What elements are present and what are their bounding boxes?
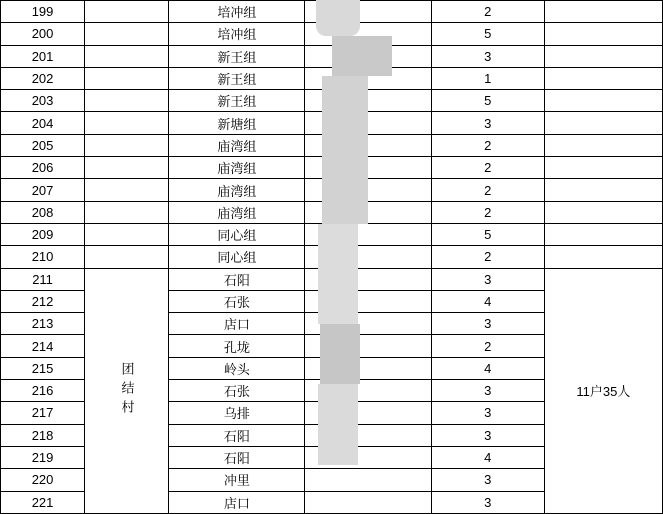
cell-group: 新王组 (169, 45, 305, 67)
cell-redacted (305, 313, 431, 335)
cell-redacted (305, 179, 431, 201)
cell-group: 培冲组 (169, 23, 305, 45)
cell-village (85, 157, 169, 179)
cell-total (544, 246, 662, 268)
cell-redacted (305, 469, 431, 491)
cell-count: 3 (431, 313, 544, 335)
cell-redacted (305, 380, 431, 402)
cell-number: 215 (1, 357, 85, 379)
cell-redacted (305, 491, 431, 513)
cell-number: 209 (1, 223, 85, 245)
cell-village (85, 23, 169, 45)
cell-count: 4 (431, 446, 544, 468)
cell-group: 庙湾组 (169, 157, 305, 179)
village-label: 团结村 (119, 362, 135, 420)
cell-group: 新王组 (169, 67, 305, 89)
cell-number: 208 (1, 201, 85, 223)
cell-redacted (305, 23, 431, 45)
table-row (1, 112, 663, 134)
cell-count: 3 (431, 45, 544, 67)
table-row (1, 23, 663, 45)
cell-group: 庙湾组 (169, 201, 305, 223)
cell-village (85, 201, 169, 223)
cell-redacted (305, 424, 431, 446)
cell-redacted (305, 1, 431, 23)
cell-group: 石阳 (169, 446, 305, 468)
cell-count: 2 (431, 1, 544, 23)
table-row (1, 90, 663, 112)
cell-redacted (305, 157, 431, 179)
cell-number: 211 (1, 268, 85, 290)
table-row (1, 45, 663, 67)
cell-count: 2 (431, 179, 544, 201)
cell-redacted (305, 268, 431, 290)
cell-number: 221 (1, 491, 85, 513)
cell-count: 2 (431, 246, 544, 268)
table-row (1, 246, 663, 268)
cell-number: 205 (1, 134, 85, 156)
cell-total (544, 112, 662, 134)
cell-village-merged (85, 268, 169, 513)
cell-total (544, 223, 662, 245)
cell-number: 202 (1, 67, 85, 89)
cell-group: 庙湾组 (169, 134, 305, 156)
cell-number: 203 (1, 90, 85, 112)
cell-count: 5 (431, 23, 544, 45)
cell-group: 新塘组 (169, 112, 305, 134)
cell-group: 同心组 (169, 223, 305, 245)
cell-village (85, 90, 169, 112)
cell-number: 213 (1, 313, 85, 335)
cell-number: 206 (1, 157, 85, 179)
cell-number: 218 (1, 424, 85, 446)
cell-total (544, 23, 662, 45)
table-row (1, 134, 663, 156)
cell-total (544, 67, 662, 89)
cell-village (85, 179, 169, 201)
cell-count: 3 (431, 402, 544, 424)
table-row (1, 157, 663, 179)
cell-group: 孔垅 (169, 335, 305, 357)
cell-count: 2 (431, 157, 544, 179)
cell-village (85, 1, 169, 23)
table-row (1, 179, 663, 201)
cell-count: 3 (431, 112, 544, 134)
cell-total (544, 201, 662, 223)
cell-total (544, 90, 662, 112)
cell-count: 3 (431, 424, 544, 446)
cell-group: 同心组 (169, 246, 305, 268)
cell-village (85, 246, 169, 268)
cell-count: 5 (431, 223, 544, 245)
cell-total (544, 1, 662, 23)
cell-group: 石阳 (169, 424, 305, 446)
cell-count: 2 (431, 335, 544, 357)
cell-number: 207 (1, 179, 85, 201)
cell-number: 212 (1, 290, 85, 312)
cell-group: 培冲组 (169, 1, 305, 23)
cell-redacted (305, 90, 431, 112)
cell-count: 5 (431, 90, 544, 112)
cell-total (544, 134, 662, 156)
table-row (1, 268, 663, 290)
cell-redacted (305, 201, 431, 223)
cell-group: 店口 (169, 313, 305, 335)
cell-village (85, 45, 169, 67)
cell-redacted (305, 357, 431, 379)
cell-redacted (305, 112, 431, 134)
cell-redacted (305, 290, 431, 312)
cell-total-merged: 11户35人 (544, 268, 662, 513)
cell-number: 217 (1, 402, 85, 424)
table-row (1, 201, 663, 223)
cell-village (85, 67, 169, 89)
cell-group: 新王组 (169, 90, 305, 112)
table-row (1, 223, 663, 245)
cell-count: 3 (431, 491, 544, 513)
cell-number: 220 (1, 469, 85, 491)
cell-group: 乌排 (169, 402, 305, 424)
cell-village (85, 134, 169, 156)
table-row (1, 1, 663, 23)
cell-number: 204 (1, 112, 85, 134)
cell-group: 店口 (169, 491, 305, 513)
cell-redacted (305, 335, 431, 357)
cell-number: 199 (1, 1, 85, 23)
cell-redacted (305, 402, 431, 424)
cell-total (544, 179, 662, 201)
cell-number: 200 (1, 23, 85, 45)
cell-count: 3 (431, 469, 544, 491)
cell-count: 4 (431, 357, 544, 379)
cell-redacted (305, 223, 431, 245)
cell-redacted (305, 246, 431, 268)
cell-redacted (305, 446, 431, 468)
cell-count: 1 (431, 67, 544, 89)
cell-number: 219 (1, 446, 85, 468)
cell-group: 庙湾组 (169, 179, 305, 201)
cell-count: 4 (431, 290, 544, 312)
cell-number: 201 (1, 45, 85, 67)
table-row (1, 67, 663, 89)
cell-group: 石张 (169, 290, 305, 312)
cell-group: 石阳 (169, 268, 305, 290)
table-body (1, 1, 663, 514)
cell-total (544, 45, 662, 67)
cell-count: 2 (431, 201, 544, 223)
cell-village (85, 223, 169, 245)
cell-count: 2 (431, 134, 544, 156)
cell-count: 3 (431, 268, 544, 290)
cell-redacted (305, 67, 431, 89)
cell-group: 冲里 (169, 469, 305, 491)
cell-village (85, 112, 169, 134)
cell-group: 石张 (169, 380, 305, 402)
cell-redacted (305, 45, 431, 67)
cell-number: 210 (1, 246, 85, 268)
cell-group: 岭头 (169, 357, 305, 379)
cell-number: 216 (1, 380, 85, 402)
cell-total (544, 157, 662, 179)
cell-redacted (305, 134, 431, 156)
cell-number: 214 (1, 335, 85, 357)
cell-count: 3 (431, 380, 544, 402)
